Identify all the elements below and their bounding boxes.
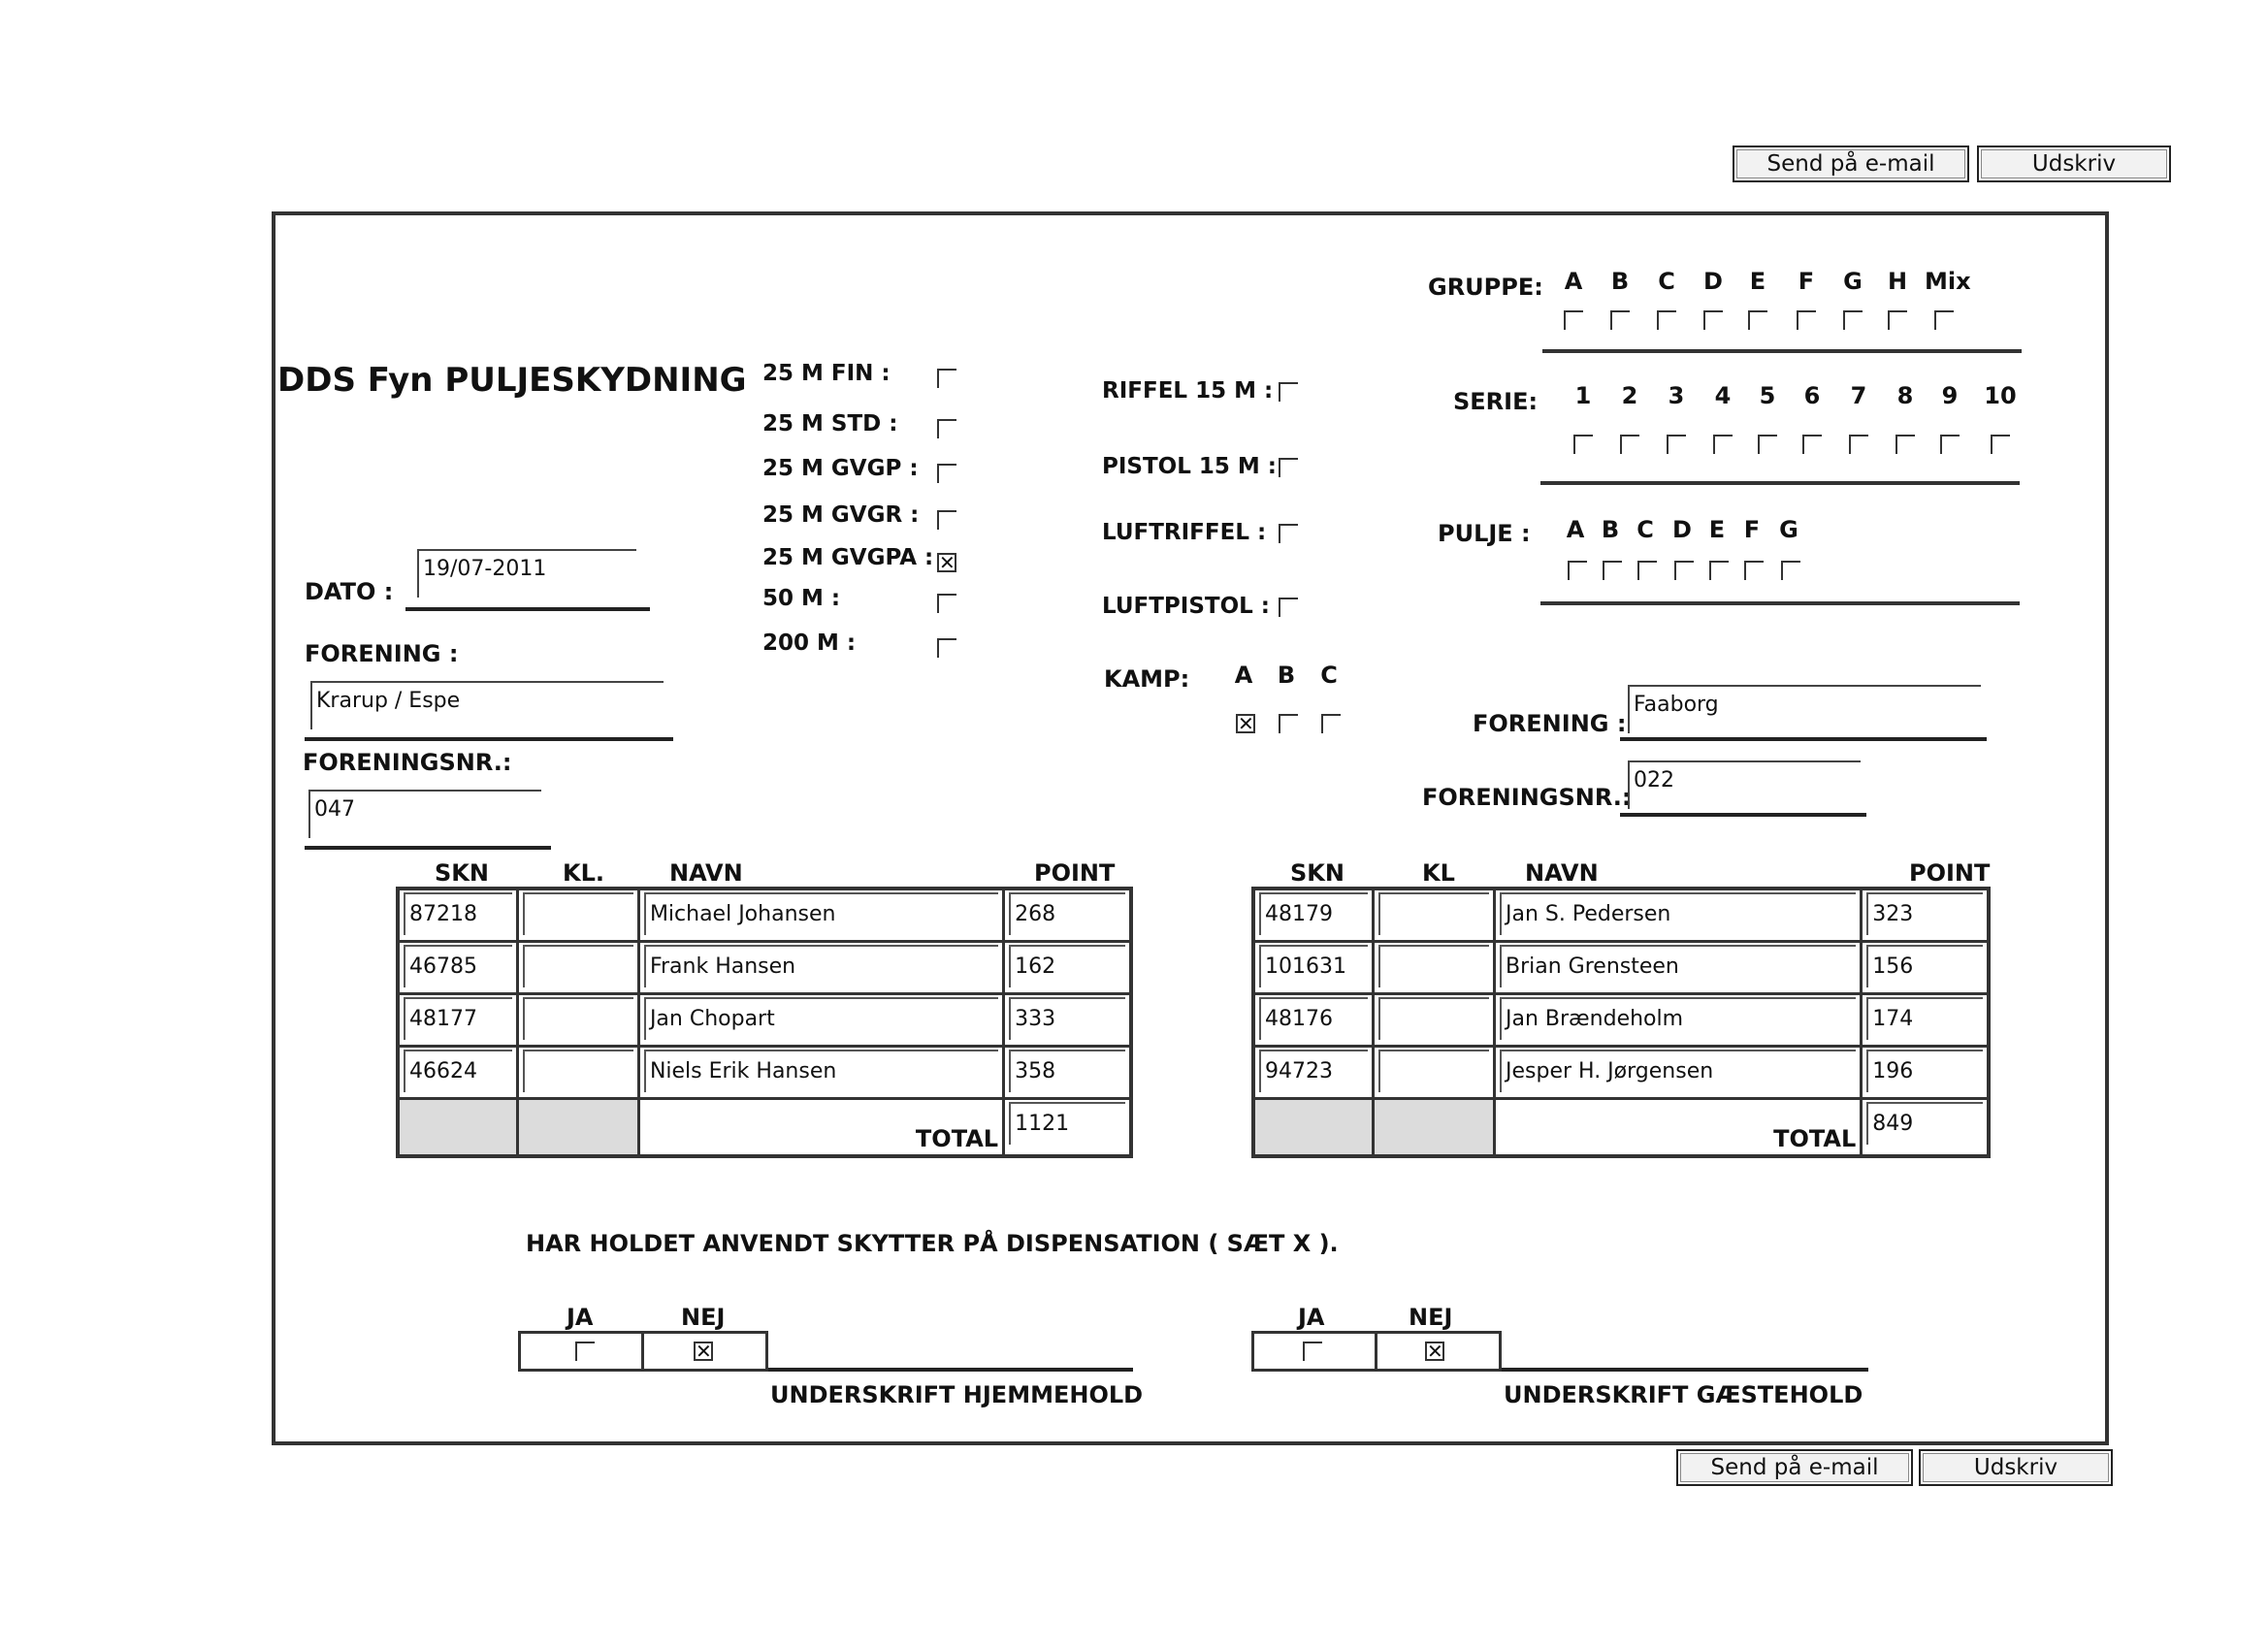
- discipline-label: LUFTRIFFEL :: [1102, 520, 1267, 545]
- guest-ja-checkbox[interactable]: [1303, 1342, 1322, 1361]
- discipline-checkbox[interactable]: [937, 369, 956, 388]
- discipline-label: 25 M GVGPA :: [762, 545, 934, 570]
- table-row: [1253, 993, 1989, 1046]
- kamp-option-checkbox[interactable]: [1279, 714, 1298, 733]
- serie-option-label: 6: [1803, 382, 1821, 409]
- discipline-label: PISTOL 15 M :: [1102, 454, 1277, 479]
- home-nr-underline: [305, 846, 551, 850]
- point-field[interactable]: 358: [1009, 1050, 1125, 1092]
- home-signature-line: [768, 1368, 1133, 1372]
- guest-header-kl: KL: [1422, 859, 1455, 887]
- discipline-label: 25 M GVGR :: [762, 502, 920, 528]
- cell-point: [1004, 941, 1131, 993]
- cell-skn: [398, 993, 518, 1046]
- gruppe-underline: [1542, 349, 2022, 353]
- cell-kl: [518, 1046, 639, 1098]
- home-signature-label: UNDERSKRIFT HJEMMEHOLD: [770, 1381, 1144, 1408]
- kamp-option-label: C: [1320, 662, 1338, 689]
- serie-option-checkbox[interactable]: [1620, 435, 1639, 454]
- serie-option-label: 5: [1759, 382, 1776, 409]
- cell-kl: [1374, 1046, 1495, 1098]
- discipline-checkbox[interactable]: [937, 510, 956, 530]
- cell-kl: [1374, 941, 1495, 993]
- navn-field[interactable]: Niels Erik Hansen: [644, 1050, 998, 1092]
- cell-kl: [518, 941, 639, 993]
- home-ja-checkbox[interactable]: [575, 1342, 595, 1361]
- total-field[interactable]: 1121: [1009, 1102, 1125, 1145]
- dato-field[interactable]: 19/07-2011: [417, 549, 636, 598]
- serie-option-checkbox[interactable]: [1991, 435, 2010, 454]
- discipline-label: 25 M FIN :: [762, 361, 891, 386]
- home-nej-label: NEJ: [681, 1304, 726, 1331]
- kl-field[interactable]: [523, 892, 633, 935]
- pulje-underline: [1540, 601, 2020, 605]
- cell-skn: [398, 941, 518, 993]
- serie-option-checkbox[interactable]: [1802, 435, 1822, 454]
- cell-navn: [638, 941, 1003, 993]
- discipline-checkbox[interactable]: [1279, 524, 1298, 543]
- point-field[interactable]: 323: [1866, 892, 1983, 935]
- guest-score-table: [1251, 887, 1991, 1158]
- gruppe-option-label: A: [1564, 268, 1583, 295]
- serie-label: SERIE:: [1453, 388, 1539, 415]
- cell-navn: [1495, 1046, 1862, 1098]
- cell-kl: [1374, 889, 1495, 941]
- pulje-option-checkbox[interactable]: [1744, 561, 1764, 580]
- serie-option-label: 7: [1850, 382, 1867, 409]
- home-header-skn: SKN: [435, 859, 489, 887]
- gruppe-option-checkbox[interactable]: [1934, 310, 1954, 330]
- gruppe-option-checkbox[interactable]: [1748, 310, 1767, 330]
- home-forening-field[interactable]: Krarup / Espe: [310, 681, 664, 729]
- table-row: [398, 1046, 1131, 1098]
- kl-field[interactable]: [1378, 892, 1489, 935]
- serie-option-label: 3: [1668, 382, 1685, 409]
- gruppe-option-label: G: [1843, 268, 1863, 295]
- skn-field[interactable]: 48177: [404, 997, 512, 1040]
- serie-option-label: 8: [1896, 382, 1914, 409]
- kl-field[interactable]: [523, 1050, 633, 1092]
- guest-nej-checkbox[interactable]: ✕: [1427, 1342, 1443, 1363]
- pulje-option-checkbox[interactable]: [1603, 561, 1622, 580]
- navn-field[interactable]: Brian Grensteen: [1500, 945, 1856, 987]
- pulje-option-checkbox[interactable]: [1709, 561, 1729, 580]
- discipline-checkbox[interactable]: [937, 464, 956, 483]
- home-ja-label: JA: [567, 1304, 594, 1331]
- point-field[interactable]: 333: [1009, 997, 1125, 1040]
- shaded-cell: [518, 1098, 639, 1156]
- gruppe-option-checkbox[interactable]: [1564, 310, 1583, 330]
- discipline-checkbox[interactable]: ✕: [939, 553, 956, 574]
- discipline-checkbox[interactable]: [1279, 382, 1298, 402]
- cell-skn: [1253, 889, 1374, 941]
- table-row: [398, 889, 1131, 941]
- serie-option-checkbox[interactable]: [1713, 435, 1733, 454]
- skn-field[interactable]: 46624: [404, 1050, 512, 1092]
- guest-header-skn: SKN: [1290, 859, 1345, 887]
- discipline-label: LUFTPISTOL :: [1102, 594, 1270, 619]
- skn-field[interactable]: 87218: [404, 892, 512, 935]
- serie-underline: [1540, 481, 2020, 485]
- discipline-label: 25 M STD :: [762, 411, 898, 436]
- serie-option-checkbox[interactable]: [1940, 435, 1960, 454]
- guest-dispensation-box: [1251, 1331, 1502, 1372]
- dispensation-question: HAR HOLDET ANVENDT SKYTTER PÅ DISPENSATION ( SÆT X ).: [526, 1230, 1339, 1257]
- guest-nej-label: NEJ: [1409, 1304, 1453, 1331]
- table-row: [1253, 941, 1989, 993]
- cell-point: [1862, 941, 1989, 993]
- pulje-option-label: B: [1601, 516, 1620, 543]
- point-field[interactable]: 268: [1009, 892, 1125, 935]
- shaded-cell: [1253, 1098, 1374, 1156]
- cell-kl: [518, 889, 639, 941]
- serie-option-checkbox[interactable]: [1895, 435, 1915, 454]
- discipline-label: 200 M :: [762, 630, 857, 656]
- total-row: [398, 1098, 1131, 1156]
- navn-field[interactable]: Jan Chopart: [644, 997, 998, 1040]
- gruppe-option-label: F: [1798, 268, 1815, 295]
- kamp-option-checkbox[interactable]: ✕: [1238, 714, 1254, 735]
- cell-navn: [638, 993, 1003, 1046]
- navn-field[interactable]: Frank Hansen: [644, 945, 998, 987]
- kamp-option-label: B: [1277, 662, 1296, 689]
- discipline-label: 50 M :: [762, 586, 841, 611]
- cell-navn: [1495, 941, 1862, 993]
- print-button-top[interactable]: Udskriv: [1977, 146, 2171, 182]
- gruppe-option-label: B: [1610, 268, 1630, 295]
- gruppe-option-label: H: [1887, 268, 1908, 295]
- serie-option-checkbox[interactable]: [1849, 435, 1868, 454]
- navn-field[interactable]: Jan Brændeholm: [1500, 997, 1856, 1040]
- navn-field[interactable]: Jesper H. Jørgensen: [1500, 1050, 1856, 1092]
- kl-field[interactable]: [1378, 945, 1489, 987]
- discipline-checkbox[interactable]: [937, 594, 956, 613]
- guest-forening-field[interactable]: Faaborg: [1628, 685, 1981, 733]
- gruppe-label: GRUPPE:: [1428, 274, 1543, 301]
- kamp-option-label: A: [1234, 662, 1253, 689]
- cell-point: [1004, 993, 1131, 1046]
- total-row: [1253, 1098, 1989, 1156]
- home-header-point: POINT: [1034, 859, 1116, 887]
- cell-point: [1004, 1046, 1131, 1098]
- cell-point: [1862, 993, 1989, 1046]
- table-row: [1253, 889, 1989, 941]
- table-row: [1253, 1046, 1989, 1098]
- guest-nr-underline: [1620, 813, 1866, 817]
- kl-field[interactable]: [1378, 1050, 1489, 1092]
- total-label: TOTAL: [915, 1125, 999, 1152]
- navn-field[interactable]: Michael Johansen: [644, 892, 998, 935]
- cell-navn: [1495, 993, 1862, 1046]
- guest-ja-label: JA: [1298, 1304, 1325, 1331]
- cell-point: [1862, 1046, 1989, 1098]
- gruppe-option-label: D: [1703, 268, 1723, 295]
- pulje-option-checkbox[interactable]: [1568, 561, 1587, 580]
- home-nej-checkbox[interactable]: ✕: [696, 1342, 712, 1363]
- serie-option-label: 10: [1984, 382, 2017, 409]
- shaded-cell: [398, 1098, 518, 1156]
- gruppe-option-checkbox[interactable]: [1657, 310, 1676, 330]
- guest-forening-underline: [1620, 737, 1987, 741]
- point-field[interactable]: 156: [1866, 945, 1983, 987]
- discipline-checkbox[interactable]: [1279, 598, 1298, 617]
- gruppe-option-checkbox[interactable]: [1610, 310, 1630, 330]
- guest-signature-label: UNDERSKRIFT GÆSTEHOLD: [1504, 1381, 1863, 1408]
- pulje-option-checkbox[interactable]: [1637, 561, 1657, 580]
- total-value-cell: [1862, 1098, 1989, 1156]
- skn-field[interactable]: 48176: [1259, 997, 1368, 1040]
- total-label-cell: [638, 1098, 1003, 1156]
- cell-navn: [1495, 889, 1862, 941]
- discipline-checkbox[interactable]: [1279, 458, 1298, 477]
- home-nr-label: FORENINGSNR.:: [303, 749, 512, 776]
- total-label: TOTAL: [1773, 1125, 1857, 1152]
- pulje-option-label: A: [1566, 516, 1585, 543]
- guest-header-navn: NAVN: [1525, 859, 1599, 887]
- print-button-bottom[interactable]: Udskriv: [1919, 1449, 2113, 1486]
- discipline-label: 25 M GVGP :: [762, 456, 919, 481]
- guest-forening-label: FORENING :: [1473, 710, 1627, 737]
- gruppe-option-label: C: [1658, 268, 1675, 295]
- skn-field[interactable]: 46785: [404, 945, 512, 987]
- gruppe-option-checkbox[interactable]: [1703, 310, 1723, 330]
- send-email-button-top[interactable]: Send på e-mail: [1733, 146, 1969, 182]
- discipline-checkbox[interactable]: [937, 638, 956, 658]
- send-email-button-bottom[interactable]: Send på e-mail: [1676, 1449, 1913, 1486]
- cell-skn: [1253, 941, 1374, 993]
- table-row: [398, 941, 1131, 993]
- kl-field[interactable]: [523, 997, 633, 1040]
- pulje-option-label: C: [1636, 516, 1654, 543]
- pulje-option-checkbox[interactable]: [1781, 561, 1800, 580]
- cell-skn: [1253, 993, 1374, 1046]
- home-score-table: [396, 887, 1133, 1158]
- gruppe-option-label: Mix: [1925, 268, 1971, 295]
- pulje-option-label: D: [1672, 516, 1692, 543]
- cell-skn: [398, 889, 518, 941]
- point-field[interactable]: 162: [1009, 945, 1125, 987]
- serie-option-label: 4: [1714, 382, 1732, 409]
- cell-kl: [1374, 993, 1495, 1046]
- guest-header-point: POINT: [1909, 859, 1991, 887]
- serie-option-label: 9: [1941, 382, 1959, 409]
- home-forening-label: FORENING :: [305, 640, 459, 667]
- cell-skn: [1253, 1046, 1374, 1098]
- guest-nr-label: FORENINGSNR.:: [1422, 784, 1632, 811]
- shaded-cell: [1374, 1098, 1495, 1156]
- pulje-label: PULJE :: [1438, 520, 1531, 547]
- cell-navn: [638, 1046, 1003, 1098]
- pulje-option-label: G: [1779, 516, 1798, 543]
- home-header-navn: NAVN: [669, 859, 743, 887]
- navn-field[interactable]: Jan S. Pedersen: [1500, 892, 1856, 935]
- page-title: DDS Fyn PULJESKYDNING: [277, 361, 747, 400]
- pulje-option-label: E: [1708, 516, 1726, 543]
- serie-option-checkbox[interactable]: [1758, 435, 1777, 454]
- discipline-checkbox[interactable]: [937, 419, 956, 438]
- serie-option-checkbox[interactable]: [1573, 435, 1593, 454]
- dato-underline: [405, 607, 650, 611]
- gruppe-option-checkbox[interactable]: [1797, 310, 1816, 330]
- kl-field[interactable]: [1378, 997, 1489, 1040]
- kamp-label: KAMP:: [1104, 665, 1190, 693]
- gruppe-option-label: E: [1749, 268, 1766, 295]
- cell-navn: [638, 889, 1003, 941]
- guest-nr-field[interactable]: 022: [1628, 760, 1861, 809]
- total-label-cell: [1495, 1098, 1862, 1156]
- skn-field[interactable]: 101631: [1259, 945, 1368, 987]
- cell-skn: [398, 1046, 518, 1098]
- cell-kl: [518, 993, 639, 1046]
- total-field[interactable]: 849: [1866, 1102, 1983, 1145]
- kl-field[interactable]: [523, 945, 633, 987]
- gruppe-option-checkbox[interactable]: [1888, 310, 1907, 330]
- home-dispensation-box: [518, 1331, 768, 1372]
- table-row: [398, 993, 1131, 1046]
- total-value-cell: [1004, 1098, 1131, 1156]
- home-nr-field[interactable]: 047: [308, 790, 541, 838]
- home-header-kl: KL.: [563, 859, 605, 887]
- dato-label: DATO :: [305, 578, 394, 605]
- serie-option-label: 2: [1621, 382, 1638, 409]
- skn-field[interactable]: 48179: [1259, 892, 1368, 935]
- gruppe-option-checkbox[interactable]: [1843, 310, 1863, 330]
- pulje-option-label: F: [1743, 516, 1761, 543]
- point-field[interactable]: 174: [1866, 997, 1983, 1040]
- discipline-label: RIFFEL 15 M :: [1102, 378, 1274, 404]
- kamp-option-checkbox[interactable]: [1321, 714, 1341, 733]
- guest-signature-line: [1502, 1368, 1868, 1372]
- point-field[interactable]: 196: [1866, 1050, 1983, 1092]
- serie-option-checkbox[interactable]: [1667, 435, 1686, 454]
- cell-point: [1862, 889, 1989, 941]
- home-forening-underline: [305, 737, 673, 741]
- serie-option-label: 1: [1574, 382, 1592, 409]
- cell-point: [1004, 889, 1131, 941]
- skn-field[interactable]: 94723: [1259, 1050, 1368, 1092]
- pulje-option-checkbox[interactable]: [1674, 561, 1694, 580]
